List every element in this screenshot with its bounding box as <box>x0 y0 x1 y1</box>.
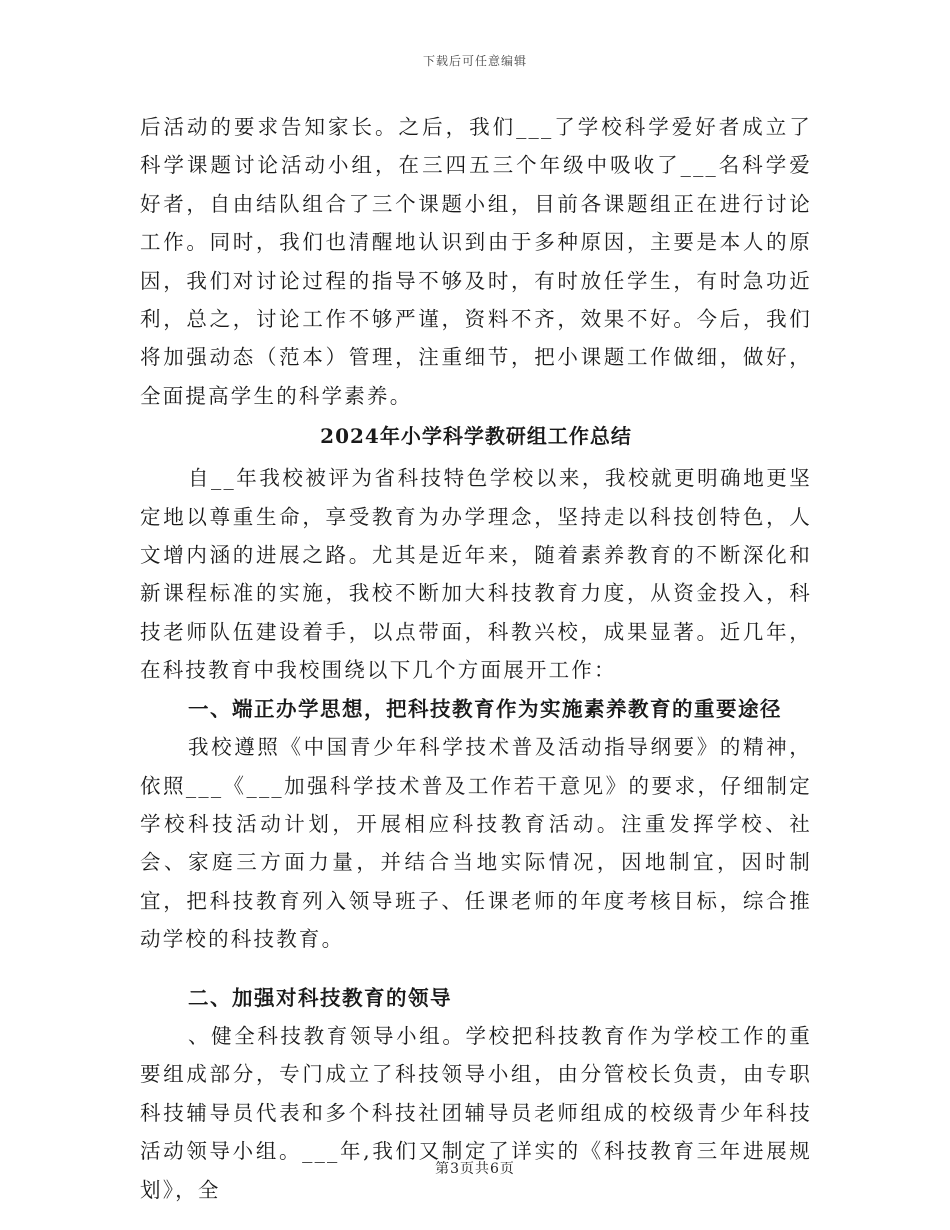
intro-paragraph: 自__年我校被评为省科技特色学校以来，我校就更明确地更坚定地以尊重生命，享受教育为办学理念，坚持走以科技创特色，人文增内涵的进展之路。尤其是近年来，随着素养教育的不断深化和新课程标准的实施，我校不断加大科技教育力度，从资金投入，科技老师队伍建设着手，以点带面，科教兴校，成果显著。近几年，在科技教育中我校围绕以下几个方面展开工作： <box>140 466 812 683</box>
section-1-paragraph: 我校遵照《中国青少年科学技术普及活动指导纲要》的精神，依照___《___加强科学技术普及工作若干意见》的要求，仔细制定学校科技活动计划，开展相应科技教育活动。注重发挥学校、社会、家庭三方面力量，并结合当地实际情况，因地制宜，因时制宜，把科技教育列入领导班子、任课老师的年度考核目标，综合推动学校的科技教育。 <box>140 735 812 952</box>
document-title: 2024年小学科学教研组工作总结 <box>320 424 632 449</box>
page-indicator: 第3页共6页 <box>435 1161 515 1177</box>
header-note: 下载后可任意编辑 <box>422 54 527 68</box>
section-2-paragraph: 、健全科技教育领导小组。学校把科技教育作为学校工作的重要组成部分，专门成立了科技领导小组，由分管校长负责，由专职科技辅导员代表和多个科技社团辅导员老师组成的校级青少年科技活动领导小组。___年,我们又制定了详实的《科技教育三年进展规划》，全 <box>140 1023 812 1202</box>
section-heading-1: 一、端正办学思想，把科技教育作为实施素养教育的重要途径 <box>188 696 782 721</box>
section-heading-2: 二、加强对科技教育的领导 <box>188 985 452 1010</box>
document-body <box>140 108 812 1209</box>
continuation-paragraph: 后活动的要求告知家长。之后，我们___了学校科学爱好者成立了科学课题讨论活动小组，在三四五三个年级中吸收了___名科学爱好者，自由结队组合了三个课题小组，目前各课题组正在进行讨论工作。同时，我们也清醒地认识到由于多种原因，主要是本人的原因，我们对讨论过程的指导不够及时，有时放任学生，有时急功近利，总之，讨论工作不够严谨，资料不齐，效果不好。今后，我们将加强动态（范本）管理，注重细节，把小课题工作做细，做好，全面提高学生的科学素养。 <box>140 115 812 408</box>
